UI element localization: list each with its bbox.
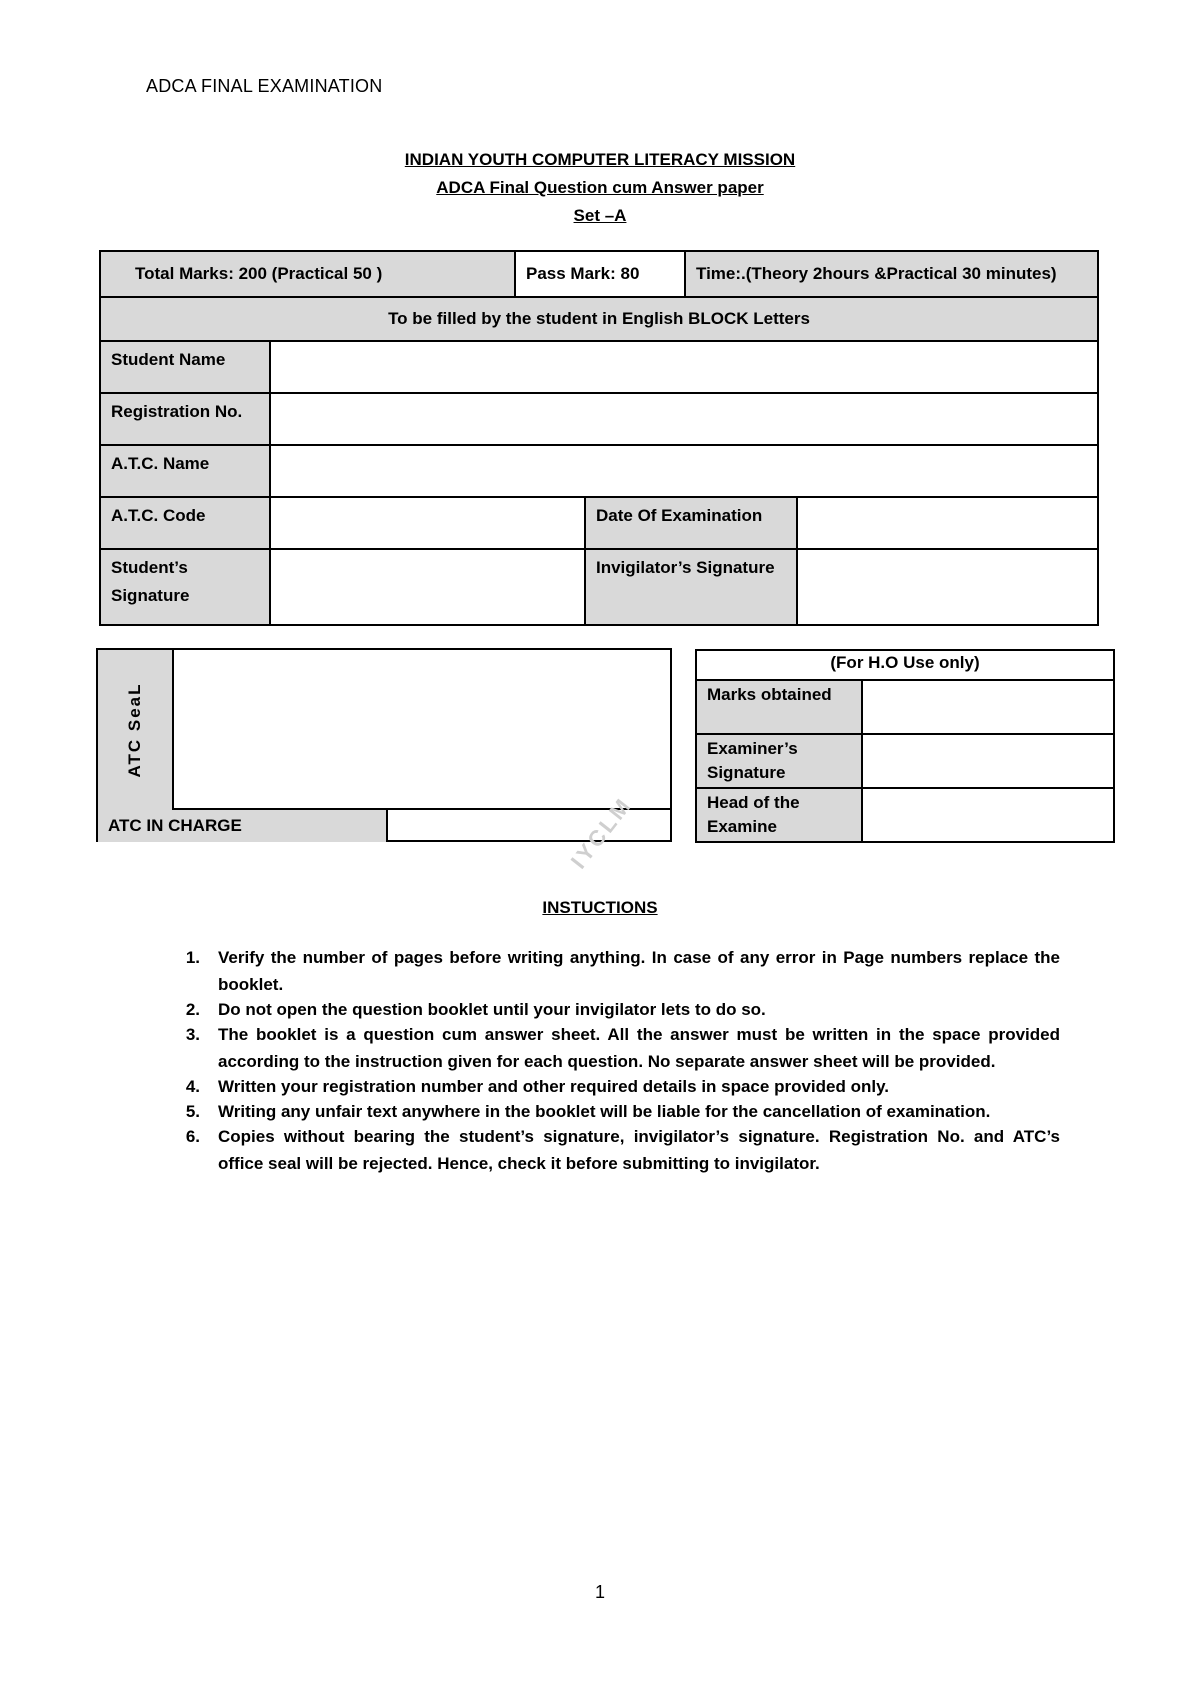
- instruction-number: 5.: [185, 1102, 200, 1121]
- marks-obtained-field[interactable]: [862, 680, 1114, 734]
- invigilator-signature-label: Invigilator’s Signature: [585, 549, 797, 625]
- instruction-item: [176, 1021, 1060, 1075]
- atc-code-field[interactable]: [270, 497, 585, 549]
- registration-no-field[interactable]: [270, 393, 1098, 445]
- instruction-text: The booklet is a question cum answer sheet. All the answer must be written in the space provided according to the instruction given for each question. No separate answer sheet will be provided.: [218, 1025, 1060, 1071]
- invigilator-signature-field[interactable]: [797, 549, 1098, 625]
- atc-seal-label: ATC SeaL: [125, 682, 144, 778]
- atc-seal-area[interactable]: [174, 650, 670, 810]
- set-title: Set –A: [573, 206, 627, 225]
- students-signature-label: Student’s Signature: [100, 549, 270, 625]
- marks-obtained-label: Marks obtained: [696, 680, 862, 734]
- document-titles: [0, 146, 1200, 230]
- atc-seal-label-cell: [98, 650, 174, 810]
- total-marks: Total Marks: 200 (Practical 50 ): [100, 251, 515, 297]
- date-of-examination-field[interactable]: [797, 497, 1098, 549]
- watermark: IYCLM: [565, 792, 637, 874]
- head-of-examine-label: Head of the Examine: [696, 788, 862, 842]
- ho-use-table: [695, 649, 1115, 843]
- date-of-examination-label: Date Of Examination: [585, 497, 797, 549]
- student-details-table: [99, 250, 1099, 626]
- atc-incharge-label: ATC IN CHARGE: [98, 810, 388, 842]
- instruction-number: 6.: [185, 1127, 200, 1146]
- instruction-text: Copies without bearing the student’s signature, invigilator’s signature. Registration No. and ATC’s office seal will be rejected. Hence, check it before submitting to invigilator.: [218, 1127, 1060, 1173]
- instruction-item: [176, 944, 1060, 998]
- instruction-number: 4.: [185, 1077, 200, 1096]
- instruction-text: Writing any unfair text anywhere in the booklet will be liable for the cancellation of examination.: [218, 1102, 991, 1121]
- registration-no-label: Registration No.: [100, 393, 270, 445]
- instructions-title: INSTUCTIONS: [542, 898, 658, 917]
- page-number: 1: [594, 1582, 605, 1602]
- paper-title: ADCA Final Question cum Answer paper: [436, 178, 764, 197]
- org-title: INDIAN YOUTH COMPUTER LITERACY MISSION: [404, 150, 796, 169]
- instruction-text: Do not open the question booklet until your invigilator lets to do so.: [218, 1000, 766, 1019]
- student-name-label: Student Name: [100, 341, 270, 393]
- head-of-examine-field[interactable]: [862, 788, 1114, 842]
- instruction-text: Verify the number of pages before writing anything. In case of any error in Page numbers replace the booklet.: [218, 948, 1060, 994]
- student-name-field[interactable]: [270, 341, 1098, 393]
- examiners-signature-label: Examiner’s Signature: [696, 734, 862, 788]
- instruction-number: 2.: [185, 1000, 200, 1019]
- instruction-item: [176, 1123, 1060, 1177]
- exam-time: Time:.(Theory 2hours &Practical 30 minutes): [685, 251, 1098, 297]
- instruction-number: 3.: [185, 1025, 200, 1044]
- instruction-item: [176, 1098, 1060, 1125]
- atc-name-field[interactable]: [270, 445, 1098, 497]
- instruction-number: 1.: [185, 948, 200, 967]
- atc-name-label: A.T.C. Name: [100, 445, 270, 497]
- atc-code-label: A.T.C. Code: [100, 497, 270, 549]
- instruction-item: [176, 1073, 1060, 1100]
- fill-instruction: To be filled by the student in English BLOCK Letters: [100, 297, 1098, 341]
- ho-use-caption: (For H.O Use only): [696, 650, 1114, 680]
- students-signature-field[interactable]: [270, 549, 585, 625]
- instruction-text: Written your registration number and other required details in space provided only.: [218, 1077, 889, 1096]
- instruction-item: [176, 996, 1060, 1023]
- running-header: ADCA FINAL EXAMINATION: [146, 76, 383, 96]
- pass-mark: Pass Mark: 80: [515, 251, 685, 297]
- atc-seal-box: [96, 648, 672, 842]
- instructions-list: [176, 944, 1060, 1175]
- examiners-signature-field[interactable]: [862, 734, 1114, 788]
